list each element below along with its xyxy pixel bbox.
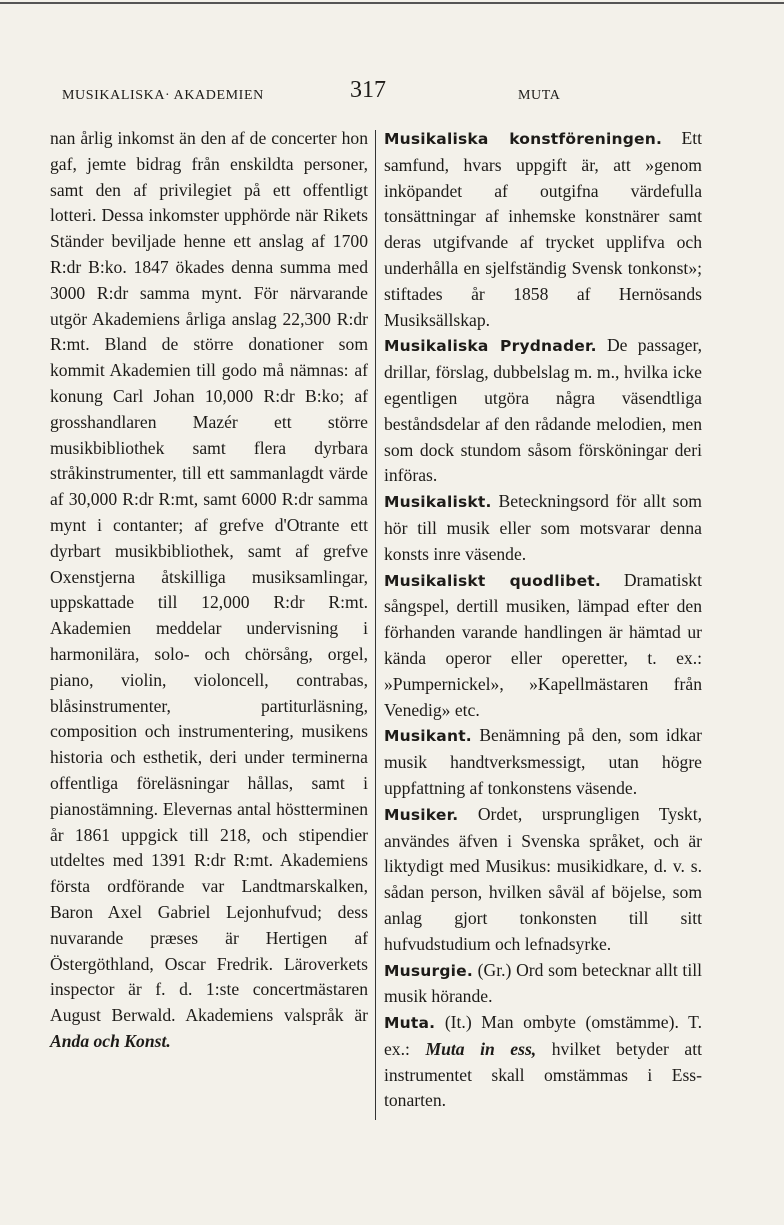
dictionary-entry [384,723,702,801]
entry-definition: (It.) Man ombyte (omstämme). T. ex.: [384,1012,702,1059]
entry-term: Musikaliskt quodlibet. [384,571,601,590]
right-column [384,126,702,1114]
running-header [0,76,784,112]
dictionary-entry [384,568,702,724]
page-number: 317 [350,77,386,103]
entry-term: Musiker. [384,805,459,824]
running-head-right: MUTA [518,88,561,103]
entry-definition: Beteckningsord för allt som hör till musik eller som motsvarar denna konsts inre väsende. [384,491,702,564]
entry-definition: Benämning på den, som idkar musik handtverksmessigt, utan högre uppfattning af tonkonstens väsende. [384,725,702,798]
left-column-paragraph [50,126,368,1055]
dictionary-entry [384,802,702,958]
running-head-left: MUSIKALISKA· AKADEMIEN [62,88,264,103]
entry-term: Musikaliska konstföreningen. [384,130,663,148]
entry-definition: Dramatiskt sångspel, dertill musiken, lämpad efter den förhanden varande handlingen är hämtad ur kända operor eller operetter, t. ex.: »Pumpernickel», »Kapellmästaren från Venedig» etc. [384,569,702,720]
page-top-rule [0,2,784,4]
entry-definition: Ett samfund, hvars uppgift är, att »genom inköpandet af outgifna värdefulla tonsättningar af inhemske konstnärer samt deras utgifvande af trycket upplifva och underhålla en sjelfständig Svensk tonkonst»; stiftades år 1858 af Hernösands Musiksällskap. [384,128,702,330]
dictionary-entry [384,126,702,333]
entry-term: Musikant. [384,727,472,746]
entry-definition-tail: hvilket betyder att instrumentet skall omstämmas i Ess-tonarten. [384,1038,703,1111]
entry-term: Musikaliskt. [384,493,492,512]
dictionary-entry [384,1010,702,1114]
entry-example: Muta in ess, [425,1038,537,1059]
academy-motto: Anda och Konst. [50,1030,171,1051]
entry-term: Musurgie. [384,961,473,980]
entry-definition: (Gr.) Ord som betecknar allt till musik hörande. [384,959,702,1007]
dictionary-entry [384,489,702,567]
entry-term: Muta. [384,1014,436,1033]
dictionary-entry [384,333,702,489]
dictionary-entry [384,958,702,1011]
column-divider [375,130,376,1120]
entry-definition: De passager, drillar, förslag, dubbelslag m. m., hvilka icke egentligen utgöra några väsendtliga beståndsdelar af den rådande melodien, men som dock stundom såsom försköningar deri införas. [384,335,702,486]
left-column-text: nan årlig inkomst än den af de concerter hon gaf, jemte bidrag från enskildta personer, samt den af privilegiet på ett offentligt lotteri. Dessa inkomster upphörde när Rikets Ständer beviljade henne ett anslag af 1700 R:dr B:ko. 1847 ökades denna summa med 3000 R:dr samma mynt. För närvarande utgör Akademiens årliga anslag 22,300 R:dr R:mt. Bland de större donationer som kommit Akademien till godo må nämnas: af konung Carl Johan 10,000 R:dr B:ko; af grosshandlaren Mazér ett större musikbibliothek samt flera dyrbara stråkinstrumenter, till ett sammanlagdt värde af 30,000 R:dr R:mt, samt 6000 R:dr samma mynt i contanter; af grefve d'Otrante ett dyrbart musikbibliothek, samt af grefve Oxenstjerna åtskilliga musiksamlingar, uppskattade till 12,000 R:dr R:mt. Akademien meddelar undervisning i harmonilära, solo- och chörsång, orgel, piano, violin, violoncell, contrabas, blåsinstrumenter, partiturläsning, composition och instrumentering, musikens historia och esthetik, deri under terminerna offentliga föreläsningar hållas, samt i pianostämning. Elevernas antal höstterminen år 1861 uppgick till 218, och stipendier utdeltes med 1391 R:dr R:mt. Akademiens första ordförande var Landtmarskalken, Baron Axel Gabriel Lejonhufvud; dess nuvarande præses är Hertigen af Östergöthland, Oscar Fredrik. Läroverkets inspector är f. d. 1:ste concertmästaren August Berwald. Akademiens valspråk är [50,128,368,1026]
left-column [50,126,368,1055]
entry-definition: Ordet, ursprungligen Tyskt, användes äfven i Svenska språket, och är liktydigt med Musikus: musikidkare, d. v. s. sådan person, hvilken såväl af böjelse, som anlag gjort tonkonsten till sitt hufvudstudium och lefnadsyrke. [384,803,702,954]
entry-term: Musikaliska Prydnader. [384,337,597,356]
